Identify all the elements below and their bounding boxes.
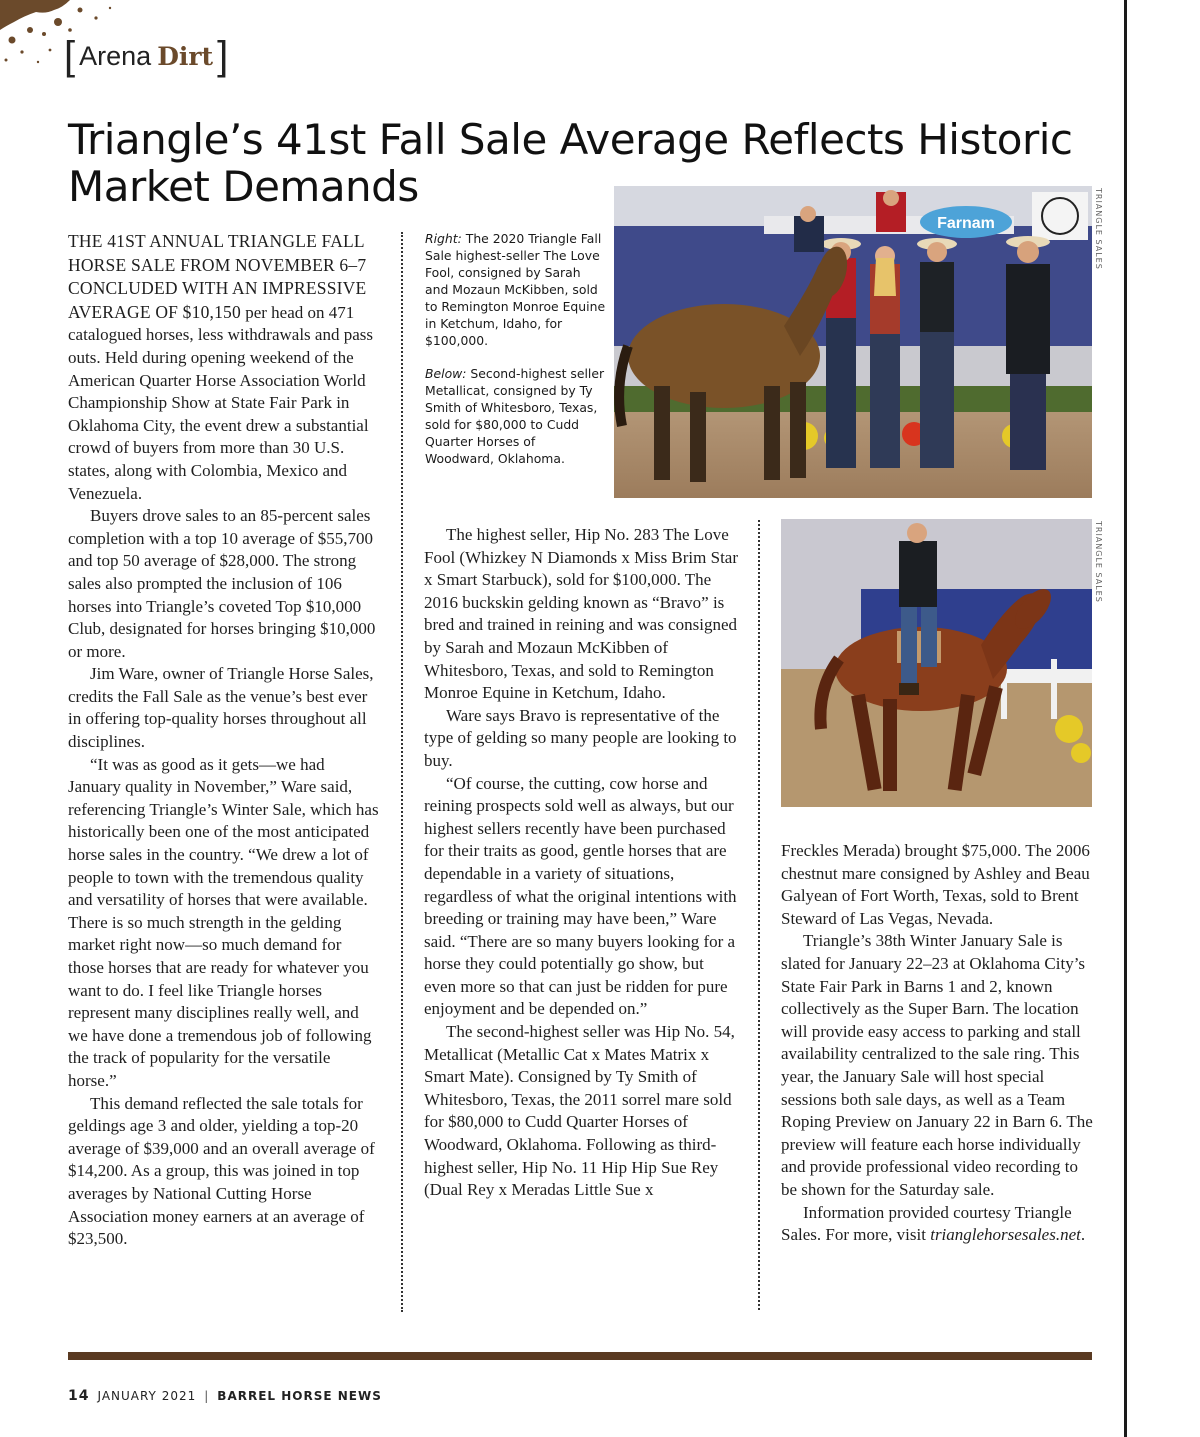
- column-divider-2: [758, 520, 760, 1310]
- column-divider-1: [401, 232, 403, 1312]
- photo-credit-2: TRIANGLE SALES: [1094, 521, 1103, 603]
- section-name-dirt: Dirt: [157, 41, 214, 71]
- photo-group-illustration: [614, 186, 1092, 498]
- caption-right-label: Right:: [425, 231, 462, 246]
- photo-rider-illustration: [781, 519, 1092, 807]
- photo-the-love-fool: [614, 186, 1092, 498]
- photo-captions: [425, 230, 607, 483]
- page-edge-rule: [1124, 0, 1127, 1437]
- paragraph: Buyers drove sales to an 85-percent sales completion with a top 10 average of $55,700 and top 50 average of $28,000. The strong sales also prompted the inclusion of 106 horses into Triangle’s coveted Top $10,000 Club, designated for horses bringing $10,000 or more.: [68, 506, 376, 661]
- article-headline: Triangle’s 41st Fall Sale Average Reflects Historic Market Demands: [68, 115, 1073, 211]
- section-bracket-close: ]: [217, 34, 229, 78]
- lead-paragraph: [68, 230, 380, 505]
- caption-below: [425, 365, 607, 467]
- article-column-1: [68, 230, 380, 1251]
- paragraph: Freckles Merada) brought $75,000. The 2006 chestnut mare consigned by Ashley and Beau Galyean of Fort Worth, Texas, sold to Brent Steward of Las Vegas, Nevada.: [781, 841, 1090, 928]
- paragraph: The highest seller, Hip No. 283 The Love Fool (Whizkey N Diamonds x Miss Brim Star x Smart Starbuck), sold for $100,000. The 2016 buckskin gelding known as “Bravo” is bred and trained in reining and was consigned by Sarah and Mozaun McKibben of Whitesboro, Texas, and sold to Remington Monroe Equine in Ketchum, Idaho.: [424, 525, 739, 703]
- lead-rest-text: per head on 471 catalogued horses, less withdrawals and pass outs. Held during opening weekend of the American Quarter Horse Association World Championship Show at State Fair Park in Oklahoma City, the event drew a substantial crowd of buyers from more than 30 U.S. states, along with Colombia, Mexico and Venezuela.: [68, 302, 373, 503]
- paragraph: The second-highest seller was Hip No. 54, Metallicat (Metallic Cat x Mates Matrix x Smart Mate). Consigned by Ty Smith of Whitesboro, Texas, the 2011 sorrel mare sold for $80,000 to Cudd Quarter Horses of Woodward, Oklahoma. Following as third-highest seller, Hip No. 11 Hip Hip Sue Rey (Dual Rey x Meradas Little Sue x: [424, 1022, 735, 1200]
- caption-right: [425, 230, 607, 349]
- lead-caps-text: THE 41ST ANNUAL TRIANGLE FALL HORSE SALE FROM NOVEMBER 6–7 CONCLUDED WITH AN IMPRESSIVE AVERAGE OF $10,150: [68, 231, 367, 322]
- section-heading: [64, 36, 228, 76]
- closing-period: .: [1080, 1225, 1086, 1245]
- footer-rule: [68, 1352, 1092, 1360]
- paragraph: This demand reflected the sale totals for geldings age 3 and older, yielding a top-20 average of $39,000 and an overall average of $14,200. As a group, this was joined in top averages by National Cutting Horse Association money earners at an average of $23,500.: [68, 1093, 375, 1249]
- website-link[interactable]: trianglehorsesales.net: [930, 1225, 1081, 1245]
- magazine-name: BARREL HORSE NEWS: [217, 1389, 382, 1403]
- article-column-2: [424, 524, 740, 1202]
- issue-date: JANUARY 2021: [97, 1389, 197, 1403]
- photo-metallicat: [781, 519, 1092, 807]
- caption-right-text: The 2020 Triangle Fall Sale highest-seller The Love Fool, consigned by Sarah and Mozaun McKibben, sold to Remington Monroe Equine in Ketchum, Idaho, for $100,000.: [425, 231, 606, 348]
- footer-separator: |: [204, 1389, 210, 1403]
- caption-below-label: Below:: [425, 366, 467, 381]
- page-footer: [68, 1388, 382, 1404]
- paragraph: Ware says Bravo is representative of the type of gelding so many people are looking to buy.: [424, 705, 737, 770]
- caption-below-text: Second-highest seller Metallicat, consigned by Ty Smith of Whitesboro, Texas, sold for $80,000 to Cudd Quarter Horses of Woodward, Oklahoma.: [425, 366, 605, 466]
- section-name-arena: Arena: [79, 40, 152, 71]
- paragraph: “Of course, the cutting, cow horse and reining prospects sold well as always, but our highest sellers recently have been purchased for their traits as good, gentle horses that are dependable in a variety of situations, regardless of what the original intentions with breeding or training may have been,” Ware said. “There are so many buyers looking for a horse they could potentially go show, but even more so that can just be ridden for pure enjoyment and be depended on.”: [424, 773, 737, 1019]
- closing-text: Information provided courtesy Triangle Sales. For more, visit: [781, 1202, 1072, 1245]
- paragraph: Triangle’s 38th Winter January Sale is slated for January 22–23 at Oklahoma City’s State Fair Park in Barns 1 and 2, known collectively as the Super Barn. The location will provide easy access to parking and stall availability centralized to the sale ring. This year, the January Sale will host special sessions both sale days, as well as a Team Roping Preview on January 22 in Barn 6. The preview will feature each horse individually and provide professional video recording to be shown for the Saturday sale.: [781, 931, 1093, 1199]
- paragraph: Jim Ware, owner of Triangle Horse Sales, credits the Fall Sale as the venue’s best ever in offering top-quality horses throughout all disciplines.: [68, 664, 374, 752]
- banner-text: Farnam: [937, 215, 995, 232]
- closing-paragraph: [781, 1202, 1093, 1247]
- paragraph: “It was as good as it gets—we had January quality in November,” Ware said, referencing Triangle’s Winter Sale, which has historically been one of the most anticipated horse sales in the country. “We drew a lot of people to town with the tremendous quality and versatility of horses that were available. There is so much strength in the gelding market right now—so much demand for those horses that are ready for whatever you want to do. I feel like Triangle horses represent many disciplines really well, and we have done a tremendous job of following the track of popularity for the versatile horse.”: [68, 754, 379, 1090]
- photo-credit-1: TRIANGLE SALES: [1094, 188, 1103, 270]
- page-number: 14: [68, 1388, 90, 1404]
- article-column-3: [781, 840, 1093, 1247]
- section-bracket-open: [: [64, 34, 76, 78]
